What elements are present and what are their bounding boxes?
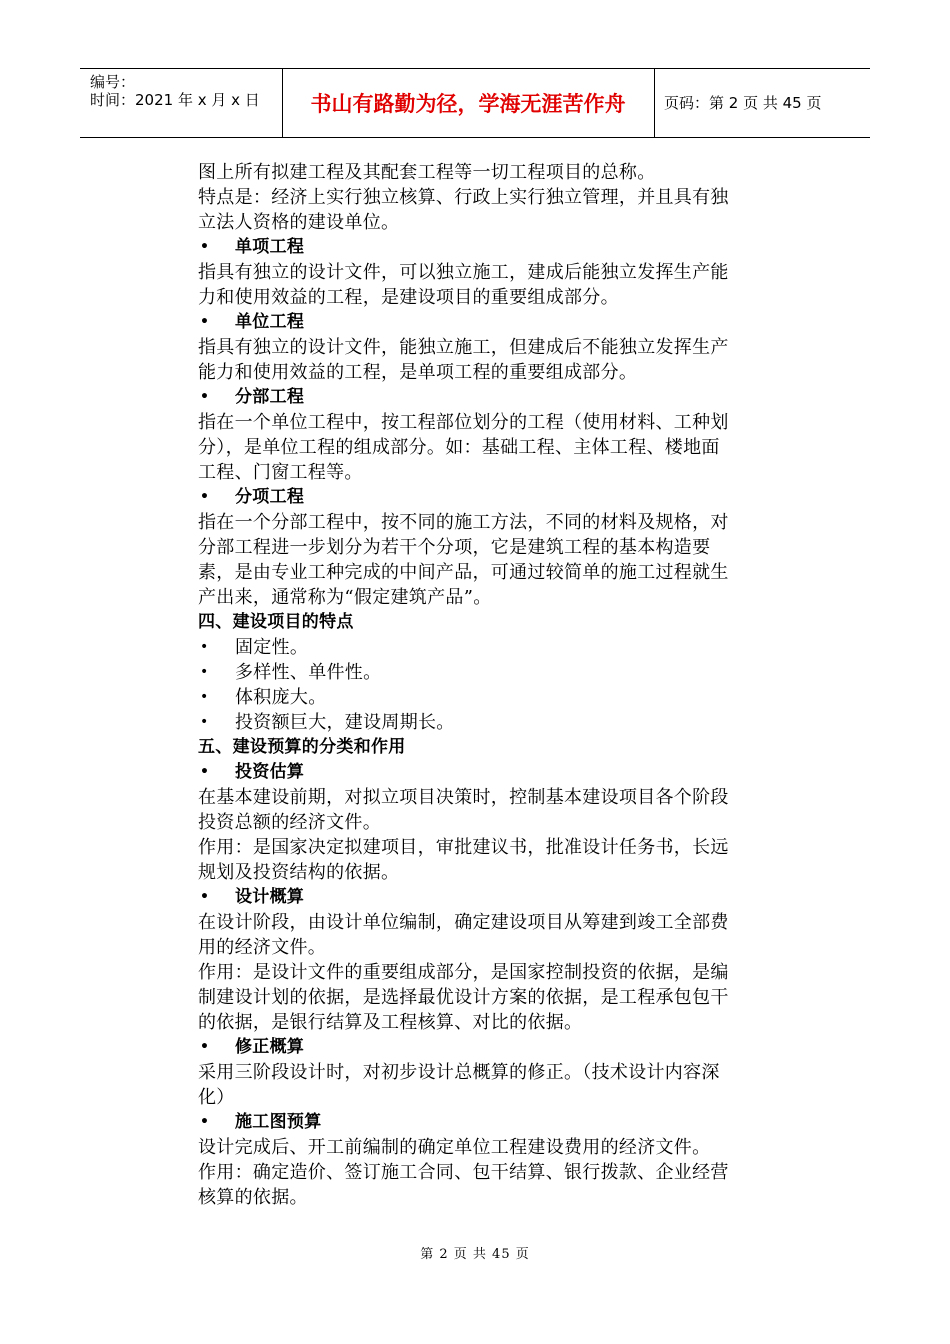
header-motto-cell xyxy=(282,69,655,137)
body-text-line: 指在一个分部工程中，按不同的施工方法，不同的材料及规格，对 xyxy=(198,512,729,533)
body-text-line: 图上所有拟建工程及其配套工程等一切工程项目的总称。 xyxy=(198,162,656,183)
bullet-subheading: • 单项工程 xyxy=(198,235,758,260)
page-header xyxy=(80,68,870,138)
body-text-line: 立法人资格的建设单位。 xyxy=(198,212,400,233)
bullet-subheading: • 单位工程 xyxy=(198,310,758,335)
body-text-line: 制建设计划的依据，是选择最优设计方案的依据，是工程承包包干 xyxy=(198,987,729,1008)
body-text-line: 指具有独立的设计文件，可以独立施工，建成后能独立发挥生产能 xyxy=(198,262,729,283)
body-text-line: 素，是由专业工种完成的中间产品，可通过较简单的施工过程就生 xyxy=(198,562,729,583)
bullet-subheading: • 分项工程 xyxy=(198,485,758,510)
body-text-line: 作用：是设计文件的重要组成部分，是国家控制投资的依据，是编 xyxy=(198,962,729,983)
body-text-line: 能力和使用效益的工程，是单项工程的重要组成部分。 xyxy=(198,362,638,383)
body-text-line: 特点是：经济上实行独立核算、行政上实行独立管理，并且具有独 xyxy=(198,187,729,208)
bullet-item: • 固定性。 xyxy=(198,635,758,660)
body-text-line: 投资总额的经济文件。 xyxy=(198,812,381,833)
body-text-line: 设计完成后、开工前编制的确定单位工程建设费用的经济文件。 xyxy=(198,1137,711,1158)
header-meta-cell xyxy=(80,69,283,137)
bullet-subheading: • 分部工程 xyxy=(198,385,758,410)
body-text-line: 分），是单位工程的组成部分。如：基础工程、主体工程、楼地面 xyxy=(198,437,720,458)
bullet-subheading: • 设计概算 xyxy=(198,885,758,910)
body-text-line: 指具有独立的设计文件，能独立施工，但建成后不能独立发挥生产 xyxy=(198,337,729,358)
page-footer: 第 2 页 共 45 页 xyxy=(420,1247,530,1262)
header-page-info: 页码：第 2 页 共 45 页 xyxy=(664,94,822,112)
header-motto: 书山有路勤为径，学海无涯苦作舟 xyxy=(310,92,626,116)
body-text-line: 规划及投资结构的依据。 xyxy=(198,862,400,883)
body-text-line: 指在一个单位工程中，按工程部位划分的工程（使用材料、工种划 xyxy=(198,412,729,433)
document-date: 时间：2021 年 x 月 x 日 xyxy=(90,91,260,109)
body-text-line: 的依据，是银行结算及工程核算、对比的依据。 xyxy=(198,1012,583,1033)
header-page-cell xyxy=(654,69,870,137)
body-text-line: 在基本建设前期，对拟立项目决策时，控制基本建设项目各个阶段 xyxy=(198,787,729,808)
body-text-line: 在设计阶段，由设计单位编制，确定建设项目从筹建到竣工全部费 xyxy=(198,912,729,933)
bullet-subheading: • 投资估算 xyxy=(198,760,758,785)
body-text-line: 用的经济文件。 xyxy=(198,937,327,958)
body-text-line: 工程、门窗工程等。 xyxy=(198,462,363,483)
body-text-line: 采用三阶段设计时，对初步设计总概算的修正。（技术设计内容深 xyxy=(198,1062,720,1083)
body-text-line: 化） xyxy=(198,1087,235,1108)
body-text-line: 作用：是国家决定拟建项目，审批建议书，批准设计任务书，长远 xyxy=(198,837,729,858)
document-body xyxy=(198,160,758,1210)
body-text-line: 作用：确定造价、签订施工合同、包干结算、银行拨款、企业经营 xyxy=(198,1162,729,1183)
bullet-item: • 多样性、单件性。 xyxy=(198,660,758,685)
body-text-line: 力和使用效益的工程，是建设项目的重要组成部分。 xyxy=(198,287,619,308)
body-text-line: 核算的依据。 xyxy=(198,1187,308,1208)
body-text-line: 产出来，通常称为“假定建筑产品”。 xyxy=(198,587,492,608)
body-text-line: 分部工程进一步划分为若干个分项，它是建筑工程的基本构造要 xyxy=(198,537,711,558)
section-heading: 五、建设预算的分类和作用 xyxy=(198,737,406,757)
section-heading: 四、建设项目的特点 xyxy=(198,612,354,632)
bullet-item: • 投资额巨大，建设周期长。 xyxy=(198,710,758,735)
bullet-item: • 体积庞大。 xyxy=(198,685,758,710)
bullet-subheading: • 施工图预算 xyxy=(198,1110,758,1135)
bullet-subheading: • 修正概算 xyxy=(198,1035,758,1060)
document-number-label: 编号： xyxy=(90,73,136,91)
